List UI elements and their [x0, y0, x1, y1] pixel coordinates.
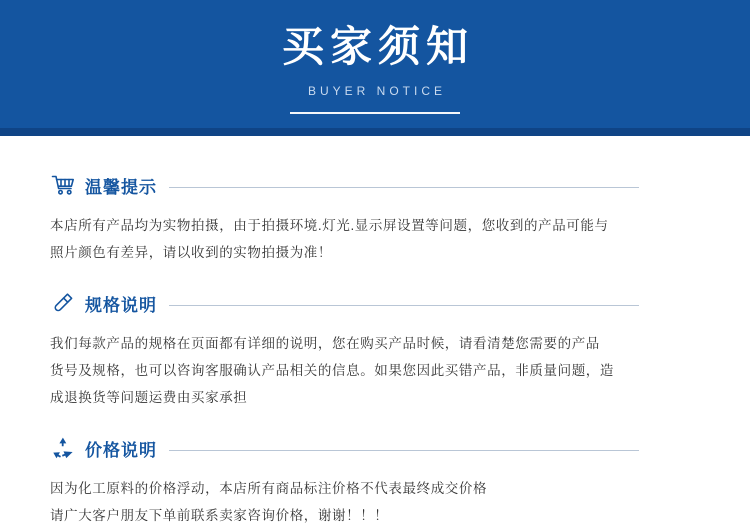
- section-line: 货号及规格，也可以咨询客服确认产品相关的信息。如果您因此买错产品，非质量问题，造: [50, 363, 614, 378]
- notice-section-tips: [50, 170, 700, 266]
- cart-icon: [50, 172, 76, 198]
- section-divider: [169, 305, 639, 306]
- page-title: 买家须知: [281, 23, 474, 70]
- notice-section-price: [50, 433, 700, 529]
- notice-content: [0, 136, 750, 529]
- section-body: [50, 475, 700, 529]
- section-line: 请广大客户朋友下单前联系卖家咨询价格，谢谢！！！: [50, 508, 389, 523]
- section-line: 本店所有产品均为实物拍摄，由于拍摄环境.灯光.显示屏设置等问题，您收到的产品可能与: [50, 218, 609, 233]
- section-divider: [169, 187, 639, 188]
- tag-icon: [50, 290, 76, 316]
- section-line: 照片颜色有差异，请以收到的实物拍摄为准！: [50, 245, 332, 260]
- section-body: [50, 212, 700, 266]
- section-line: 成退换货等问题运费由买家承担: [50, 390, 248, 405]
- section-line: 因为化工原料的价格浮动，本店所有商品标注价格不代表最终成交价格: [50, 481, 488, 496]
- notice-section-specs: [50, 288, 700, 411]
- recycle-icon: [50, 435, 76, 461]
- section-body: [50, 330, 700, 411]
- banner-bottom-strip: [0, 128, 750, 136]
- section-header: [50, 433, 700, 463]
- section-title: 规格说明: [85, 295, 157, 315]
- section-title: 价格说明: [85, 440, 157, 460]
- section-header: [50, 170, 700, 200]
- section-divider: [169, 450, 639, 451]
- section-line: 我们每款产品的规格在页面都有详细的说明，您在购买产品时候，请看清楚您需要的产品: [50, 336, 600, 351]
- title-underline: [290, 112, 460, 114]
- header-banner-inner: [0, 0, 750, 136]
- section-title: 温馨提示: [85, 177, 157, 197]
- page-subtitle: BUYER NOTICE: [307, 84, 446, 99]
- header-banner: [0, 0, 750, 136]
- section-header: [50, 288, 700, 318]
